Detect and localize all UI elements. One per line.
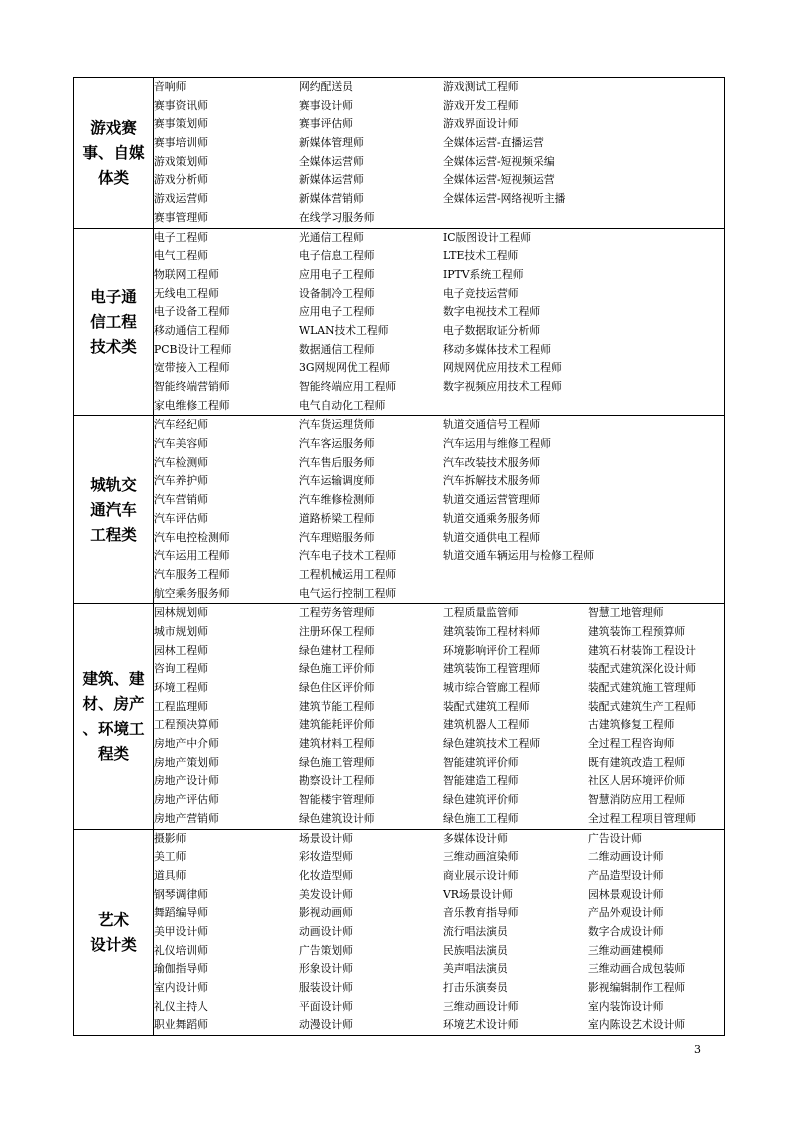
job-title (443, 585, 588, 604)
job-title-row (154, 247, 724, 266)
job-title: 环境影响评价工程师 (443, 643, 541, 657)
job-title-row (154, 322, 724, 341)
job-title: 钢琴调律师 (154, 887, 208, 901)
job-title: 打击乐演奏员 (443, 981, 508, 994)
job-title: 全媒体运营-短视频采编 (443, 154, 555, 168)
job-title-row (154, 97, 724, 116)
job-title: 轨道交通车辆运用与检修工程师 (443, 549, 595, 563)
job-title: 服装设计师 (299, 981, 353, 994)
job-title: 园林工程师 (154, 643, 208, 657)
job-title-row (154, 566, 724, 585)
job-title-row (154, 510, 724, 529)
job-title-row (154, 604, 724, 623)
job-title: 航空乘务服务师 (154, 586, 230, 600)
job-title: 建筑能耗评价师 (299, 718, 375, 732)
job-title-row (154, 78, 724, 97)
job-title: 物联网工程师 (154, 267, 219, 281)
job-title: 民族唱法演员 (443, 943, 508, 957)
job-title: 礼仪主持人 (154, 999, 208, 1013)
job-title: 全媒体运营-直播运营 (443, 136, 544, 150)
job-title: 电气工程师 (154, 249, 208, 263)
job-title: 智能终端营销师 (154, 380, 230, 393)
category-row (74, 228, 725, 416)
job-title: 赛事管理师 (154, 210, 208, 224)
job-title: 电气自动化工程师 (299, 398, 386, 412)
job-title: 道具师 (154, 868, 187, 882)
job-title: 新媒体管理师 (299, 136, 364, 150)
job-title: 汽车货运理货师 (299, 418, 375, 432)
job-title: 汽车售后服务师 (299, 455, 375, 469)
job-title: 建筑装饰工程预算师 (588, 624, 686, 638)
job-title: 汽车运输调度师 (299, 474, 375, 488)
job-title: 汽车服务工程师 (154, 567, 230, 581)
job-title: 装配式建筑施工管理师 (588, 681, 696, 694)
job-title-row (154, 886, 724, 905)
job-title-row (154, 491, 724, 510)
job-title: 音乐教育指导师 (443, 906, 519, 920)
job-title: 绿色施工评价师 (299, 662, 375, 676)
job-title: 古建筑修复工程师 (588, 718, 675, 732)
job-title: VR场景设计师 (443, 887, 513, 901)
job-title: 三维动画建模师 (588, 943, 664, 957)
job-title-list (154, 78, 725, 229)
category-row (74, 829, 725, 1036)
job-title: 汽车运用与维修工程师 (443, 437, 551, 451)
job-title: 新媒体运营师 (299, 173, 364, 187)
job-title-row (154, 229, 724, 248)
job-title: 园林规划师 (154, 606, 208, 620)
job-title: 工程机械运用工程师 (299, 567, 397, 581)
job-title-list (154, 228, 725, 416)
job-title: 网规网优应用技术工程师 (443, 361, 562, 375)
category-label-line: 通汽车 (90, 500, 137, 520)
job-title: 智能建造工程师 (443, 774, 519, 788)
job-title: IC版图设计工程师 (443, 230, 532, 244)
job-title: 勘察设计工程师 (299, 774, 375, 788)
category-row (74, 78, 725, 229)
job-title-row (154, 134, 724, 153)
job-title: 舞蹈编导师 (154, 906, 208, 920)
job-title-row (154, 754, 724, 773)
job-title-row (154, 472, 724, 491)
job-title: 应用电子工程师 (299, 305, 375, 319)
job-title: 影视动画师 (299, 906, 353, 920)
job-title: 三维动画设计师 (443, 999, 519, 1013)
job-title: 室内设计师 (154, 981, 208, 994)
job-title: 注册环保工程师 (299, 624, 375, 638)
job-title: 全媒体运营-短视频运营 (443, 173, 555, 187)
job-title: 建筑装饰工程管理师 (443, 662, 541, 676)
job-title: 电子设备工程师 (154, 305, 230, 319)
job-title: 游戏策划师 (154, 154, 208, 168)
job-title: 宽带接入工程师 (154, 361, 230, 375)
category-label-line: 事、自媒 (82, 143, 145, 163)
category-label (74, 604, 154, 829)
job-title (443, 397, 588, 416)
job-title-row (154, 623, 724, 642)
category-label-line: 材、房产 (82, 694, 145, 714)
job-title: 动漫设计师 (299, 1018, 353, 1032)
job-title-row (154, 378, 724, 397)
job-title: 轨道交通信号工程师 (443, 418, 541, 432)
job-title: 房地产评估师 (154, 793, 219, 807)
job-title: 绿色施工管理师 (299, 755, 375, 769)
category-label-line: 城轨交 (90, 475, 137, 495)
job-title-row (154, 904, 724, 923)
job-title: 礼仪培训师 (154, 943, 208, 957)
job-title-row (154, 529, 724, 548)
job-title-row (154, 660, 724, 679)
job-title-row (154, 923, 724, 942)
job-title: 应用电子工程师 (299, 267, 375, 281)
job-title: 数字视频应用技术工程师 (443, 380, 562, 393)
job-title: 房地产设计师 (154, 774, 219, 788)
category-row (74, 604, 725, 829)
category-label-line: 、环境工 (82, 719, 145, 739)
category-label (74, 416, 154, 604)
job-title: 装配式建筑深化设计师 (588, 662, 696, 676)
job-title: 全媒体运营师 (299, 154, 364, 168)
job-title: 三维动画合成包装师 (588, 962, 686, 976)
job-title: 汽车改装技术服务师 (443, 455, 541, 469)
job-title: 产品造型设计师 (588, 868, 664, 882)
job-title: 电子竞技运营师 (443, 286, 519, 300)
category-label (74, 78, 154, 229)
job-list-table (73, 77, 725, 1036)
job-title-row (154, 359, 724, 378)
job-title: 智慧消防应用工程师 (588, 793, 686, 807)
job-title: 城市综合管廊工程师 (443, 681, 541, 694)
job-title: 绿色建筑技术工程师 (443, 737, 541, 751)
job-title-row (154, 341, 724, 360)
job-title: 绿色住区评价师 (299, 681, 375, 694)
job-title: 社区人居环境评价师 (588, 774, 686, 788)
job-title: 绿色建筑评价师 (443, 793, 519, 807)
job-title: IPTV系统工程师 (443, 267, 524, 281)
job-title-row (154, 960, 724, 979)
job-title: 装配式建筑生产工程师 (588, 699, 696, 713)
job-title: 美发设计师 (299, 887, 353, 901)
job-title-row (154, 153, 724, 172)
job-title-row (154, 435, 724, 454)
job-title-row (154, 303, 724, 322)
job-title: 化妆造型师 (299, 868, 353, 882)
job-title-row (154, 830, 724, 849)
job-title: PCB设计工程师 (154, 342, 232, 356)
job-title: 新媒体营销师 (299, 192, 364, 206)
job-title: 家电维修工程师 (154, 398, 230, 412)
job-title: 绿色施工工程师 (443, 811, 519, 825)
job-title: 流行唱法演员 (443, 924, 508, 938)
job-title-row (154, 698, 724, 717)
job-title: 房地产策划师 (154, 755, 219, 769)
job-title: 动画设计师 (299, 924, 353, 938)
category-label (74, 228, 154, 416)
category-label-line: 艺术 (97, 910, 129, 930)
job-title-row (154, 642, 724, 661)
category-label-line: 游戏赛 (90, 118, 137, 138)
job-title: 汽车运用工程师 (154, 549, 230, 563)
job-title: 广告设计师 (588, 831, 642, 845)
job-title-row (154, 209, 724, 228)
category-label-line: 信工程 (90, 312, 137, 332)
category-label-line: 建筑、建 (82, 669, 145, 689)
job-title: 3G网规网优工程师 (299, 361, 391, 375)
job-title: 汽车经纪师 (154, 418, 208, 432)
job-title: 游戏分析师 (154, 173, 208, 187)
category-label-line: 设计类 (90, 935, 137, 955)
job-title-row (154, 190, 724, 209)
job-title-row (154, 285, 724, 304)
job-title: 道路桥梁工程师 (299, 511, 375, 525)
job-title: 环境工程师 (154, 681, 208, 694)
job-title: 形象设计师 (299, 962, 353, 976)
job-title: 智能楼宇管理师 (299, 793, 375, 807)
category-label-line: 工程类 (90, 525, 137, 545)
job-title: 网约配送员 (299, 80, 353, 93)
job-title: 室内装饰设计师 (588, 999, 664, 1013)
job-title-row (154, 867, 724, 886)
job-title: 汽车电控检测师 (154, 530, 230, 544)
job-title-row (154, 716, 724, 735)
job-title-row (154, 1016, 724, 1035)
job-title: 数字电视技术工程师 (443, 305, 541, 319)
job-title: 城市规划师 (154, 624, 208, 638)
job-title: 智慧工地管理师 (588, 606, 664, 620)
category-label (74, 829, 154, 1036)
job-title: 建筑装饰工程材料师 (443, 624, 541, 638)
job-title-row (154, 454, 724, 473)
job-title: 移动通信工程师 (154, 323, 230, 337)
job-title: 赛事资讯师 (154, 98, 208, 112)
job-title: 音响师 (154, 80, 187, 93)
job-title: 汽车营销师 (154, 493, 208, 507)
job-title-row (154, 171, 724, 190)
job-title-row (154, 998, 724, 1017)
job-title: WLAN技术工程师 (299, 323, 389, 337)
job-title: 美工师 (154, 850, 187, 864)
category-label-line: 技术类 (90, 337, 137, 357)
job-title: 彩妆造型师 (299, 850, 353, 864)
job-title: 产品外观设计师 (588, 906, 664, 920)
job-title: 电子工程师 (154, 230, 208, 244)
job-title: LTE技术工程师 (443, 249, 519, 263)
job-title: 游戏测试工程师 (443, 80, 519, 93)
job-title-row (154, 848, 724, 867)
job-title: 三维动画渲染师 (443, 850, 519, 864)
job-title (443, 209, 588, 228)
category-label-line: 程类 (97, 744, 129, 764)
job-title: 多媒体设计师 (443, 831, 508, 845)
job-title: 场景设计师 (299, 831, 353, 845)
job-title: 建筑节能工程师 (299, 699, 375, 713)
job-title-row (154, 547, 724, 566)
category-label-line: 体类 (97, 168, 129, 188)
job-title: 房地产中介师 (154, 737, 219, 751)
job-title: 咨询工程师 (154, 662, 208, 676)
job-title: 智能终端应用工程师 (299, 380, 397, 393)
job-title: 工程监理师 (154, 699, 208, 713)
job-title-row (154, 772, 724, 791)
job-title: 智能建筑评价师 (443, 755, 519, 769)
job-title: 汽车评估师 (154, 511, 208, 525)
job-title: 工程劳务管理师 (299, 606, 375, 620)
job-title: 在线学习服务师 (299, 210, 375, 224)
job-title: 汽车客运服务师 (299, 437, 375, 451)
job-title: 美声唱法演员 (443, 962, 508, 976)
job-title: 数据通信工程师 (299, 342, 375, 356)
job-title: 二维动画设计师 (588, 850, 664, 864)
job-title: 赛事策划师 (154, 117, 208, 131)
job-title: 既有建筑改造工程师 (588, 755, 686, 769)
job-title: 环境艺术设计师 (443, 1018, 519, 1032)
job-title-row (154, 942, 724, 961)
job-title (443, 566, 588, 585)
job-title: 汽车养护师 (154, 474, 208, 488)
job-title: 赛事设计师 (299, 98, 353, 112)
job-title-row (154, 416, 724, 435)
job-title: 建筑材料工程师 (299, 737, 375, 751)
job-title: 装配式建筑工程师 (443, 699, 530, 713)
job-title-row (154, 585, 724, 604)
job-title: 汽车电子技术工程师 (299, 549, 397, 563)
job-title: 轨道交通供电工程师 (443, 530, 541, 544)
job-title-row (154, 397, 724, 416)
job-title-row (154, 735, 724, 754)
job-title: 汽车理赔服务师 (299, 530, 375, 544)
job-title: 电气运行控制工程师 (299, 586, 397, 600)
job-title: 无线电工程师 (154, 286, 219, 300)
page-number: 3 (694, 1043, 701, 1056)
job-title: 美甲设计师 (154, 924, 208, 938)
job-title: 汽车维修检测师 (299, 493, 375, 507)
job-title-row (154, 266, 724, 285)
job-title-list (154, 829, 725, 1036)
job-title-row (154, 115, 724, 134)
job-title: 绿色建材工程师 (299, 643, 375, 657)
job-title: 摄影师 (154, 831, 187, 845)
job-title-list (154, 416, 725, 604)
job-title: 影视编辑制作工程师 (588, 981, 686, 994)
job-title: 全媒体运营-网络视听主播 (443, 192, 566, 206)
job-title: 电子数据取证分析师 (443, 323, 541, 337)
job-title: 建筑机器人工程师 (443, 718, 530, 732)
job-title: 全过程工程咨询师 (588, 737, 675, 751)
job-title: 设备制冷工程师 (299, 286, 375, 300)
job-title: 广告策划师 (299, 943, 353, 957)
job-title-row (154, 679, 724, 698)
job-title: 商业展示设计师 (443, 868, 519, 882)
job-title: 职业舞蹈师 (154, 1018, 208, 1032)
job-title-row (154, 791, 724, 810)
job-title: 赛事评估师 (299, 117, 353, 131)
job-title: 全过程工程项目管理师 (588, 811, 696, 825)
job-title: 汽车美容师 (154, 437, 208, 451)
job-title: 工程质量监管师 (443, 606, 519, 620)
job-title: 轨道交通运营管理师 (443, 493, 541, 507)
job-title-list (154, 604, 725, 829)
job-title: 室内陈设艺术设计师 (588, 1018, 686, 1032)
job-title: 建筑石材装饰工程设计 (588, 643, 696, 657)
job-title: 游戏运营师 (154, 192, 208, 206)
job-title: 游戏界面设计师 (443, 117, 519, 131)
job-title: 汽车拆解技术服务师 (443, 474, 541, 488)
job-title: 绿色建筑设计师 (299, 811, 375, 825)
category-row (74, 416, 725, 604)
job-title: 电子信息工程师 (299, 249, 375, 263)
job-title: 轨道交通乘务服务师 (443, 511, 541, 525)
job-title: 园林景观设计师 (588, 887, 664, 901)
job-title-row (154, 810, 724, 829)
job-title: 房地产营销师 (154, 811, 219, 825)
job-title-row (154, 979, 724, 998)
job-title: 赛事培训师 (154, 136, 208, 150)
job-title: 瑜伽指导师 (154, 962, 208, 976)
job-title: 平面设计师 (299, 999, 353, 1013)
category-label-line: 电子通 (90, 287, 137, 307)
job-title: 移动多媒体技术工程师 (443, 342, 551, 356)
job-title: 光通信工程师 (299, 230, 364, 244)
job-title: 数字合成设计师 (588, 924, 664, 938)
job-title: 游戏开发工程师 (443, 98, 519, 112)
job-title: 工程预决算师 (154, 718, 219, 732)
job-title: 汽车检测师 (154, 455, 208, 469)
